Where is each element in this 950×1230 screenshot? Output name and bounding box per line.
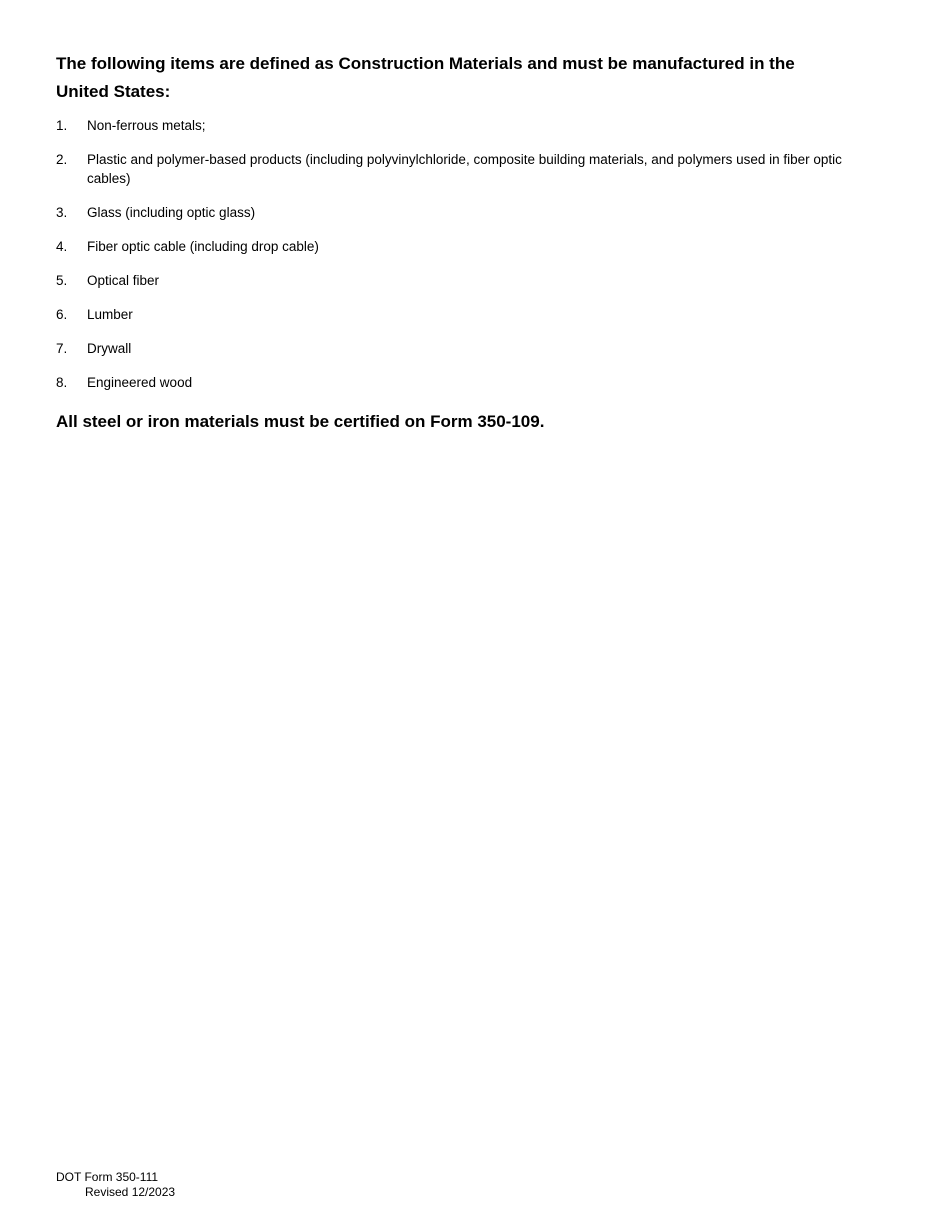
list-item-number: 7. [56,341,68,356]
list-item [56,373,856,392]
list-item-number: 2. [56,152,68,167]
form-number: DOT Form 350-111 [56,1170,159,1184]
list-item-text: Optical fiber [87,273,160,288]
form-footer [56,1170,175,1199]
list-item [56,271,856,290]
list-item-number: 8. [56,375,68,390]
list-item [56,305,856,324]
list-item-number: 1. [56,118,68,133]
list-item-number: 3. [56,205,68,220]
list-item [56,339,856,358]
list-item-text: Glass (including optic glass) [87,205,256,220]
list-item-text: Drywall [87,341,132,356]
list-item-text: Plastic and polymer-based products (including polyvinylchloride, composite building materials, and polymers used in fiber optic cables) [87,152,842,186]
list-item [56,150,856,188]
list-item-text: Engineered wood [87,375,193,390]
page-heading: The following items are defined as Construction Materials and must be manufactured in the United States: [56,54,795,101]
construction-materials-list [56,116,856,392]
list-item [56,237,856,256]
list-item-text: Lumber [87,307,133,322]
list-item-number: 4. [56,239,68,254]
list-item-text: Non-ferrous metals; [87,118,206,133]
list-item-text: Fiber optic cable (including drop cable) [87,239,319,254]
certification-note: All steel or iron materials must be certified on Form 350-109. [56,412,545,431]
list-item [56,203,856,222]
list-item-number: 6. [56,307,68,322]
revision-date: Revised 12/2023 [85,1184,176,1199]
list-item-number: 5. [56,273,68,288]
list-item [56,116,856,135]
